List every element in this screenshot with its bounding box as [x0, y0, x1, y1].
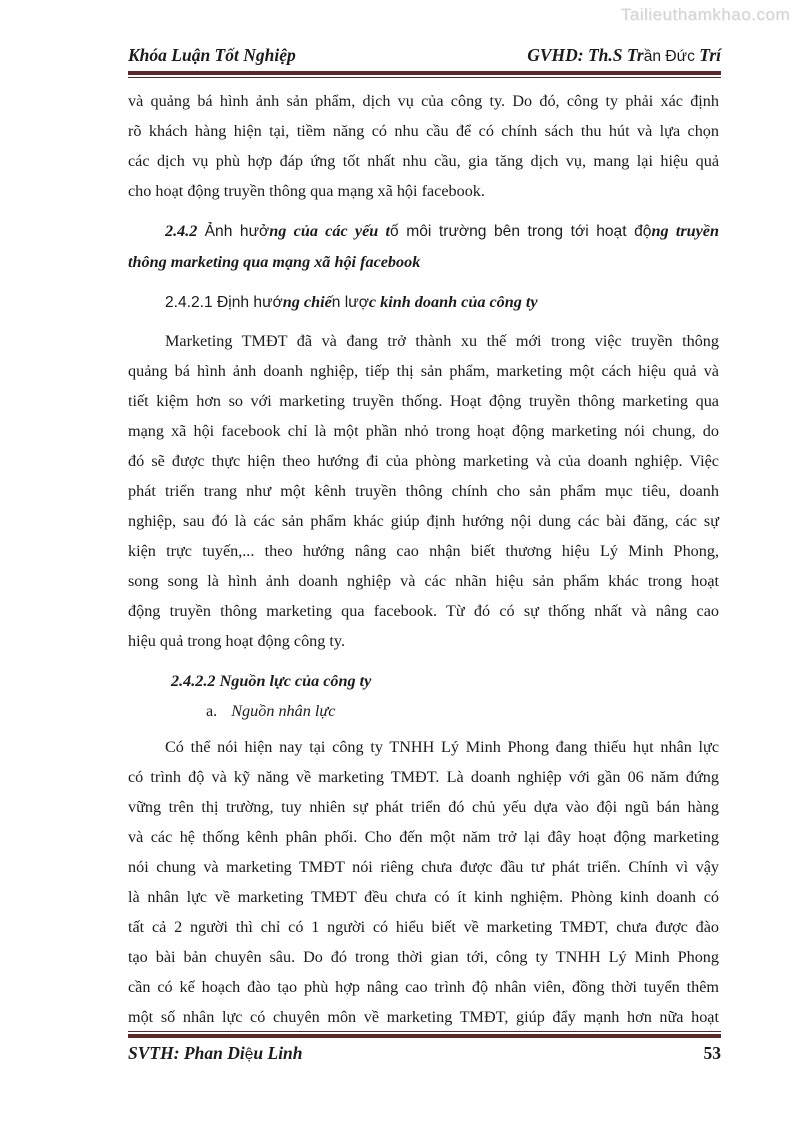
heading-line — [128, 287, 719, 318]
text-line: tiết kiệm hơn so với marketing truyền thống. Hoạt động truyền thông marketing qua — [128, 392, 719, 410]
heading-run: ng truyền — [651, 222, 719, 240]
text-line: cần có kế hoạch đào tạo phù hợp nâng cao trình độ nhân viên, đồng thời tuyển thêm — [128, 978, 719, 996]
header-run: ần Đức — [643, 48, 695, 65]
paragraph-2 — [128, 326, 719, 656]
section-heading-2-4-2 — [128, 216, 719, 277]
text-line: và các hệ thống kênh phân phối. Cho đến một năm trở lại đây hoạt động marketing — [128, 828, 719, 846]
list-marker: a. — [206, 702, 218, 720]
heading-run: c kinh doanh của công ty — [368, 293, 538, 311]
heading-run: ố môi trường bên trong tới hoạt độ — [390, 223, 652, 240]
text-line: một số nhân lực có chuyên môn về marketing TMĐT, giúp đẩy mạnh hơn nữa hoạt — [128, 1008, 719, 1026]
heading-run: ng của các yếu t — [269, 222, 391, 240]
heading-line — [128, 216, 719, 247]
heading-line: thông marketing qua mạng xã hội facebook — [128, 253, 421, 271]
page-footer — [128, 1042, 721, 1066]
text-line: Marketing TMĐT đã và đang trở thành xu thế mới trong việc truyền thông — [165, 332, 719, 350]
page-header — [128, 44, 721, 68]
text-line: nghiệp, sau đó là các sản phẩm khác giúp định hướng nội dung các bài đăng, các sự — [128, 512, 719, 530]
footer-run: SVTH: Phan Di — [128, 1043, 245, 1063]
text-line: có trình độ và kỹ năng về marketing TMĐT. Là doanh nghiệp với gần 06 năm đứng — [128, 768, 719, 786]
list-item-a — [128, 696, 719, 726]
text-line: quảng bá hình ảnh doanh nghiệp, tiếp thị sản phẩm, marketing một cách hiệu quả và — [128, 362, 719, 380]
list-item-label: Nguồn nhân lực — [231, 702, 336, 720]
text-line: đó sẽ được thực hiện theo hướng đi của phòng marketing và của doanh nghiệp. Việc — [128, 452, 719, 470]
footer-author — [128, 1042, 303, 1066]
page-body — [128, 86, 719, 1032]
text-line: Có thể nói hiện nay tại công ty TNHH Lý Minh Phong đang thiếu hụt nhân lực — [165, 738, 719, 756]
footer-run: ệ — [244, 1046, 254, 1063]
footer-divider — [128, 1031, 721, 1038]
heading-line: 2.4.2.2 Nguồn lực của công ty — [171, 672, 372, 690]
header-run: Trí — [694, 45, 721, 65]
header-title-left: Khóa Luận Tốt Nghiệp — [128, 45, 296, 65]
text-line: là nhân lực về marketing TMĐT đều chưa có ít kinh nghiệm. Phòng kinh doanh có — [128, 888, 719, 906]
header-run: GVHD: Th.S Tr — [527, 45, 644, 65]
text-line: rõ khách hàng hiện tại, tiềm năng có nhu cầu để có chính sách thu hút và lựa chọn — [128, 122, 719, 140]
section-heading-2-4-2-1 — [128, 287, 719, 318]
heading-run: 2.4.2 — [165, 222, 205, 240]
heading-run: n lượ — [331, 294, 369, 311]
text-line: hiệu quả trong hoạt động công ty. — [128, 632, 345, 650]
text-line: nói chung và marketing TMĐT nói riêng chưa được đầu tư phát triển. Chính vì vậy — [128, 858, 719, 876]
text-line: cho hoạt động truyền thông qua mạng xã hội facebook. — [128, 182, 485, 200]
text-line: và quảng bá hình ảnh sản phẩm, dịch vụ của công ty. Do đó, công ty phải xác định — [128, 92, 719, 110]
text-line: song song là hình ảnh doanh nghiệp và các nhãn hiệu sản phẩm khác trong hoạt — [128, 572, 719, 590]
paragraph-3 — [128, 732, 719, 1032]
page-number: 53 — [703, 1043, 721, 1063]
heading-run: 2.4.2.1 Định hướ — [165, 294, 283, 311]
text-line: vững trên thị trường, tuy nhiên sự phát triển đó chủ yếu dựa vào đội ngũ bán hàng — [128, 798, 719, 816]
text-line: kiện trực tuyến,... theo hướng nâng cao nhận biết thương hiệu Lý Minh Phong, — [128, 542, 719, 560]
text-line: mạng xã hội facebook chỉ là một phần nhỏ trong hoạt động marketing nói chung, do — [128, 422, 719, 440]
heading-run: Ảnh hưở — [204, 223, 270, 240]
text-line: các dịch vụ phù hợp đáp ứng tốt nhất nhu cầu, gia tăng dịch vụ, mang lại hiệu quả — [128, 152, 719, 170]
header-title-right — [527, 44, 721, 68]
heading-run: ng chiế — [282, 293, 332, 311]
paragraph-1 — [128, 86, 719, 206]
header-divider — [128, 71, 721, 78]
text-line: tạo bài bản chuyên sâu. Do đó trong thời gian tới, công ty TNHH Lý Minh Phong — [128, 948, 719, 966]
footer-run: u Linh — [253, 1043, 303, 1063]
text-line: tất cả 2 người thì chỉ có 1 người có hiểu biết về marketing TMĐT, chưa được đào — [128, 918, 719, 936]
section-heading-2-4-2-2 — [128, 666, 719, 696]
text-line: phát triển trang như một kênh truyền thông chính cho sản phẩm mục tiêu, doanh — [128, 482, 719, 500]
watermark: Tailieuthamkhao.com — [620, 5, 790, 24]
text-line: động truyền thông marketing qua facebook. Từ đó có sự thống nhất và nâng cao — [128, 602, 719, 620]
